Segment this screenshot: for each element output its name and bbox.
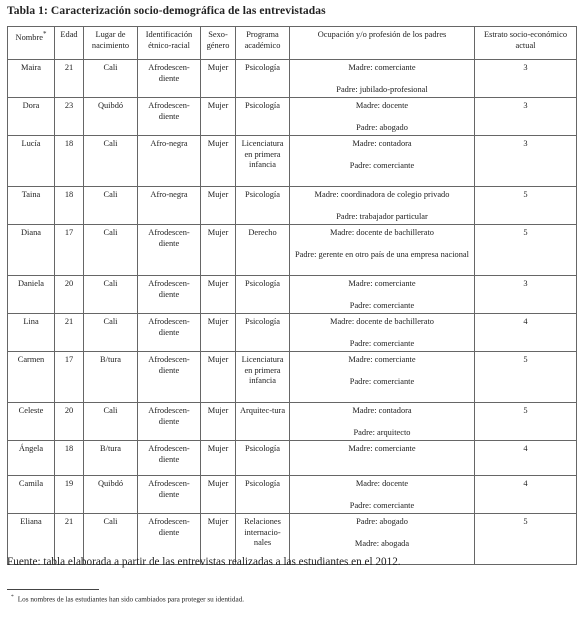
cell-ident: Afrodescen-diente [138,314,201,352]
parent-occupation: Madre: comerciante [348,63,416,72]
header-nombre: Nombre* [8,27,55,60]
cell-programa: Psicología [236,314,290,352]
cell-nombre: Celeste [8,403,55,441]
cell-programa: Psicología [236,441,290,476]
cell-ident: Afrodescen-diente [138,476,201,514]
cell-edad: 18 [55,136,84,187]
parent-occupation: Padre: comerciante [349,376,415,386]
footnote-ref: * [42,30,47,38]
source-note: Fuente: tabla elaborada a partir de las entrevistas realizadas a las estudiantes en el 2012. [7,556,401,568]
cell-estrato: 5 [475,187,577,225]
parent-occupation: Padre: comerciante [349,160,415,170]
cell-nombre: Taina [8,187,55,225]
cell-sexo: Mujer [201,403,236,441]
parent-occupation: Madre: comerciante [348,355,416,364]
cell-lugar: Cali [84,314,138,352]
cell-ocupacion [290,476,475,514]
header-lugar: Lugar de nacimiento [84,27,138,60]
cell-ident: Afrodescen-diente [138,225,201,276]
header-identificacion: Identificación étnico-racial [138,27,201,60]
parent-occupation: Padre: comerciante [349,338,415,348]
parent-occupation: Padre: abogado [356,517,408,526]
cell-nombre: Lina [8,314,55,352]
cell-programa: Relaciones internacio-nales [236,514,290,565]
footnote [11,594,244,603]
cell-nombre: Ángela [8,441,55,476]
parent-occupation: Madre: comerciante [348,279,416,288]
cell-sexo: Mujer [201,476,236,514]
parent-occupation: Madre: docente de bachillerato [330,317,434,326]
cell-lugar: Cali [84,225,138,276]
cell-edad: 21 [55,514,84,565]
cell-programa: Arquitec-tura [236,403,290,441]
cell-programa: Derecho [236,225,290,276]
cell-lugar: Quibdó [84,98,138,136]
cell-lugar: Cali [84,514,138,565]
parent-occupation: Padre: comerciante [349,500,415,510]
cell-ocupacion [290,314,475,352]
footnote-text: Los nombres de las estudiantes han sido cambiados para proteger su identidad. [17,595,245,604]
header-row [8,27,577,60]
cell-edad: 18 [55,187,84,225]
cell-lugar: Quibdó [84,476,138,514]
table-caption: Tabla 1: Caracterización socio-demográfica de las entrevistadas [7,5,326,17]
header-edad: Edad [55,27,84,60]
cell-sexo: Mujer [201,60,236,98]
footnote-mark: * [11,594,14,600]
cell-nombre: Lucía [8,136,55,187]
cell-edad: 17 [55,225,84,276]
cell-lugar: Cali [84,60,138,98]
parent-occupation: Padre: arquitecto [353,427,411,437]
cell-sexo: Mujer [201,136,236,187]
cell-ident: Afrodescen-diente [138,276,201,314]
cell-ocupacion [290,276,475,314]
parent-occupation: Madre: docente [355,101,409,110]
parent-occupation: Madre: comerciante [348,444,416,453]
table-row [8,441,577,476]
parent-occupation: Madre: docente [355,479,409,488]
cell-sexo: Mujer [201,276,236,314]
table-row [8,314,577,352]
cell-programa: Licenciatura en primera infancia [236,352,290,403]
cell-ident: Afrodescen-diente [138,60,201,98]
cell-sexo: Mujer [201,187,236,225]
parent-occupation: Madre: contadora [352,139,412,148]
cell-edad: 18 [55,441,84,476]
parent-occupation: Padre: gerente en otro país de una empresa nacional [295,249,469,259]
header-sexo: Sexo-género [201,27,236,60]
cell-estrato: 3 [475,60,577,98]
header-programa: Programa académico [236,27,290,60]
cell-lugar: Cali [84,403,138,441]
cell-ocupacion [290,403,475,441]
parent-occupation: Madre: contadora [352,406,412,415]
table-row [8,476,577,514]
cell-estrato: 4 [475,476,577,514]
cell-edad: 23 [55,98,84,136]
table-row [8,136,577,187]
parent-occupation: Padre: jubilado-profesional [336,84,428,94]
cell-sexo: Mujer [201,514,236,565]
cell-lugar: Cali [84,276,138,314]
cell-nombre: Camila [8,476,55,514]
cell-estrato: 3 [475,98,577,136]
cell-ident: Afro-negra [138,187,201,225]
cell-sexo: Mujer [201,225,236,276]
cell-sexo: Mujer [201,98,236,136]
cell-edad: 20 [55,403,84,441]
cell-nombre: Daniela [8,276,55,314]
cell-ocupacion [290,60,475,98]
cell-estrato: 3 [475,276,577,314]
table-row [8,187,577,225]
cell-estrato: 5 [475,352,577,403]
cell-edad: 20 [55,276,84,314]
table-row [8,352,577,403]
cell-ident: Afrodescen-diente [138,352,201,403]
table-row [8,60,577,98]
cell-ocupacion [290,187,475,225]
parent-occupation: Padre: trabajador particular [336,211,428,221]
cell-edad: 21 [55,60,84,98]
cell-lugar: B/tura [84,441,138,476]
parent-occupation: Padre: comerciante [349,300,415,310]
cell-programa: Psicología [236,60,290,98]
demographics-table [7,26,577,565]
cell-programa: Psicología [236,187,290,225]
table-row [8,225,577,276]
cell-estrato: 5 [475,225,577,276]
cell-ident: Afrodescen-diente [138,98,201,136]
cell-nombre: Diana [8,225,55,276]
cell-ident: Afrodescen-diente [138,441,201,476]
cell-sexo: Mujer [201,441,236,476]
cell-edad: 21 [55,314,84,352]
table-row [8,276,577,314]
cell-lugar: Cali [84,187,138,225]
cell-ocupacion [290,136,475,187]
cell-nombre: Dora [8,98,55,136]
cell-ident: Afro-negra [138,136,201,187]
cell-estrato: 5 [475,403,577,441]
parent-occupation: Madre: abogada [354,538,410,548]
cell-edad: 19 [55,476,84,514]
header-ocupacion: Ocupación y/o profesión de los padres [290,27,475,60]
cell-edad: 17 [55,352,84,403]
cell-nombre: Carmen [8,352,55,403]
table-row [8,98,577,136]
cell-estrato: 4 [475,314,577,352]
cell-programa: Psicología [236,276,290,314]
table-row [8,403,577,441]
cell-estrato: 3 [475,136,577,187]
cell-nombre: Eliana [8,514,55,565]
cell-programa: Licenciatura en primera infancia [236,136,290,187]
header-estrato: Estrato socio-económico actual [475,27,577,60]
cell-sexo: Mujer [201,352,236,403]
cell-nombre: Maira [8,60,55,98]
cell-ident: Afrodescen-diente [138,514,201,565]
parent-occupation: Madre: coordinadora de colegio privado [314,190,450,199]
cell-ocupacion [290,98,475,136]
cell-ocupacion [290,352,475,403]
cell-estrato: 5 [475,514,577,565]
footnote-rule [7,589,99,590]
parent-occupation: Padre: abogado [356,122,408,132]
cell-sexo: Mujer [201,314,236,352]
cell-ocupacion [290,441,475,476]
cell-ident: Afrodescen-diente [138,403,201,441]
parent-occupation: Madre: docente de bachillerato [330,228,434,237]
cell-lugar: Cali [84,136,138,187]
cell-estrato: 4 [475,441,577,476]
cell-lugar: B/tura [84,352,138,403]
cell-programa: Psicología [236,98,290,136]
cell-programa: Psicología [236,476,290,514]
cell-ocupacion [290,225,475,276]
